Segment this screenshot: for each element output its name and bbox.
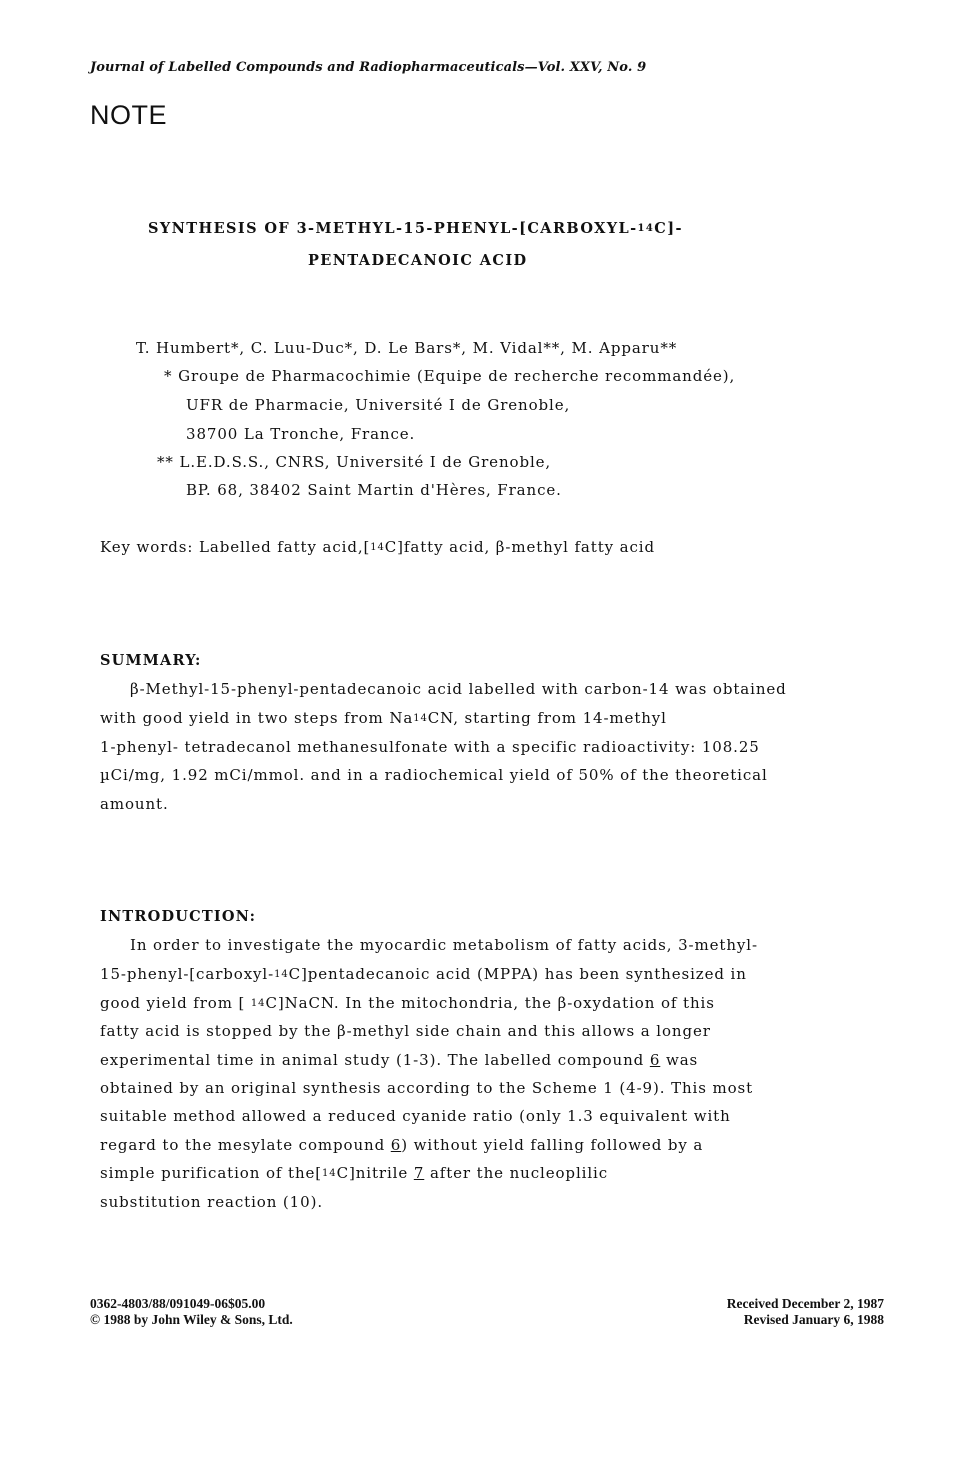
title-text-end: C]- (654, 220, 683, 237)
keywords (100, 538, 655, 556)
intro-superscript: 14 (250, 998, 266, 1009)
title-text: SYNTHESIS OF 3-METHYL-15-PHENYL-[CARBOXYL- (148, 220, 638, 237)
summary-superscript: 14 (413, 713, 428, 724)
intro-text: good yield from [ (100, 994, 251, 1012)
intro-text-end: C]NaCN. In the mitochondria, the β-oxydation of this (265, 994, 715, 1012)
received-date: Received December 2, 1987 (726, 1296, 884, 1311)
affiliation-1-line-3: 38700 La Tronche, France. (186, 425, 416, 443)
intro-line: suitable method allowed a reduced cyanide ratio (only 1.3 equivalent with (100, 1107, 731, 1125)
intro-line (100, 1136, 703, 1154)
keywords-text: Key words: Labelled fatty acid,[ (100, 538, 371, 556)
footer-right (727, 1296, 884, 1328)
intro-text: 15-phenyl-[carboxyl- (100, 965, 275, 983)
compound-ref: 7 (413, 1164, 425, 1182)
summary-line (100, 709, 667, 727)
summary-heading: SUMMARY: (100, 652, 202, 669)
intro-line: substitution reaction (10). (100, 1193, 323, 1211)
affiliation-2-line-2: BP. 68, 38402 Saint Martin d'Hères, France. (186, 481, 562, 499)
revised-date: Revised January 6, 1988 (743, 1312, 884, 1327)
affiliation-1-line-1: * Groupe de Pharmacochimie (Equipe de recherche recommandée), (164, 367, 736, 385)
keywords-superscript: 14 (370, 542, 385, 553)
intro-line: In order to investigate the myocardic metabolism of fatty acids, 3-methyl- (130, 936, 758, 954)
summary-line: µCi/mg, 1.92 mCi/mmol. and in a radiochemical yield of 50% of the theoretical (100, 766, 768, 784)
intro-superscript: 14 (322, 1168, 337, 1179)
summary-line: amount. (100, 795, 169, 813)
introduction-heading: INTRODUCTION: (100, 908, 257, 925)
intro-text-mid: C]nitrile (336, 1164, 409, 1182)
intro-line (100, 965, 747, 983)
author-list: T. Humbert*, C. Luu-Duc*, D. Le Bars*, M. Vidal**, M. Apparu** (136, 339, 678, 357)
intro-text-end: was (665, 1051, 699, 1069)
copyright: © 1988 by John Wiley & Sons, Ltd. (90, 1312, 293, 1327)
intro-line (100, 994, 715, 1012)
intro-line (100, 1051, 698, 1069)
compound-ref: 6 (649, 1051, 661, 1069)
section-label: NOTE (90, 100, 168, 130)
article-title-line-2: PENTADECANOIC ACID (308, 252, 528, 269)
compound-ref: 6 (390, 1136, 402, 1154)
affiliation-2-line-1: ** L.E.D.S.S., CNRS, Université I de Grenoble, (157, 453, 552, 471)
article-title-line-1 (148, 220, 683, 237)
intro-text: simple purification of the[ (100, 1164, 323, 1182)
journal-header: Journal of Labelled Compounds and Radiopharmaceuticals—Vol. XXV, No. 9 (90, 60, 647, 75)
title-superscript: 14 (637, 223, 655, 234)
summary-text-end: CN, starting from 14-methyl (427, 709, 667, 727)
intro-text: regard to the mesylate compound (100, 1136, 386, 1154)
footer-left (90, 1296, 293, 1328)
summary-line: 1-phenyl- tetradecanol methanesulfonate with a specific radioactivity: 108.25 (100, 738, 760, 756)
summary-line: β-Methyl-15-phenyl-pentadecanoic acid labelled with carbon-14 was obtained (130, 680, 787, 698)
intro-superscript: 14 (274, 969, 289, 980)
intro-text-end: ) without yield falling followed by a (401, 1136, 704, 1154)
affiliation-1-line-2: UFR de Pharmacie, Université I de Grenoble, (186, 396, 571, 414)
intro-line: fatty acid is stopped by the β-methyl side chain and this allows a longer (100, 1022, 711, 1040)
intro-text-end: after the nucleoplilic (429, 1164, 609, 1182)
issn-code: 0362-4803/88/091049-06$05.00 (90, 1296, 266, 1311)
summary-text: with good yield in two steps from Na (100, 709, 414, 727)
keywords-text-end: C]fatty acid, β-methyl fatty acid (384, 538, 656, 556)
intro-text-end: C]pentadecanoic acid (MPPA) has been synthesized in (288, 965, 747, 983)
intro-line (100, 1164, 608, 1182)
intro-line: obtained by an original synthesis according to the Scheme 1 (4-9). This most (100, 1079, 754, 1097)
intro-text: experimental time in animal study (1-3). The labelled compound (100, 1051, 645, 1069)
